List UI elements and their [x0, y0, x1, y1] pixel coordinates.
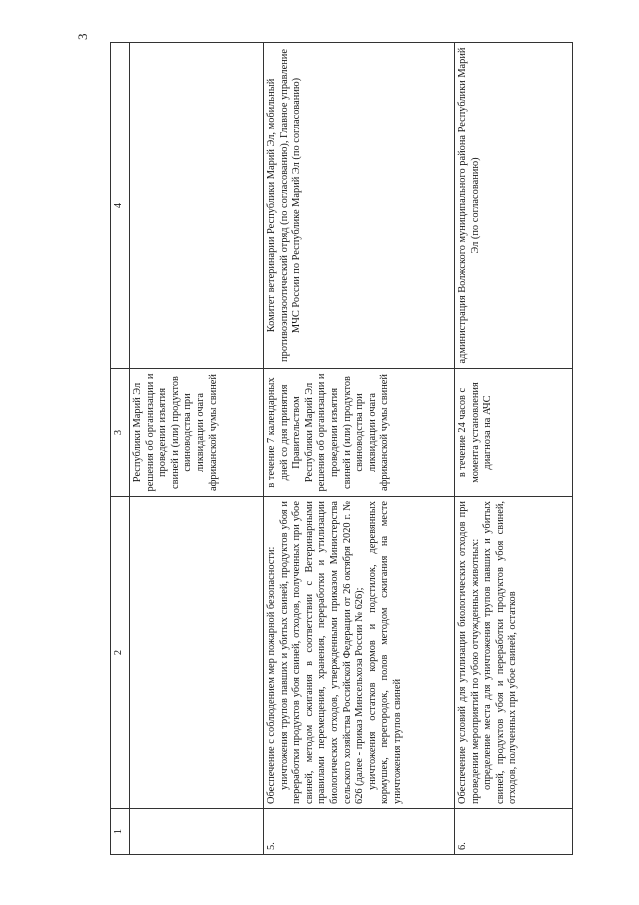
- row-number-cell: 6.: [455, 809, 573, 855]
- measure-cell: [264, 497, 455, 809]
- measure-paragraph: уничтожения трупов павших и убитых свиней, продуктов убоя и переработки продуктов убоя свиней, отходов, полученных при убое свиней, методом сжигания в соответствии с Ветеринарными правилами перемещения, хранения, переработки и утилизации биологических отходов, утвержденными приказом Министерства сельского хозяйства Российской Федерации от 26 октября 2020 г. № 626 (далее - приказ Минсельхоза России № 626);: [278, 501, 366, 804]
- header-cell-col-3: 3: [111, 369, 130, 497]
- header-cell-col-1: 1: [111, 809, 130, 855]
- page-number: 3: [75, 33, 90, 40]
- row-number-cell: 5.: [264, 809, 455, 855]
- header-cell-col-2: 2: [111, 497, 130, 809]
- header-cell-col-4: 4: [111, 43, 130, 369]
- measure-paragraph: уничтожения остатков кормов и подстилок, деревянных кормушек, перегородок, полов методом сжигания на месте уничтожения трупов свиней: [366, 501, 403, 804]
- deadline-cell: в течение 7 календарных дней со дня принятия Правительством Республики Марий Эл решения об организации и проведении изъятия свиней и (или) продуктов свиноводства при ликвидации очага африканской чумы свиней: [264, 369, 455, 497]
- measure-paragraph: Обеспечение с соблюдением мер пожарной безопасности:: [266, 546, 277, 804]
- document-table-page: [110, 43, 570, 855]
- deadline-cell: Республики Марий Эл решения об организации и проведении изъятия свиней и (или) продуктов свиноводства при ликвидации очага африканской чумы свиней: [130, 369, 264, 497]
- table-header-row: [111, 43, 130, 855]
- responsible-cell: [130, 43, 264, 369]
- measure-cell: [130, 497, 264, 809]
- deadline-cell: в течение 24 часов с момента установления диагноза на АЧС: [455, 369, 573, 497]
- responsible-cell: Комитет ветеринарии Республики Марий Эл, мобильный противоэпизоотический отряд (по согласованию), Главное управление МЧС России по Республике Марий Эл (по согласованию): [264, 43, 455, 369]
- table-row-continuation: [130, 43, 264, 855]
- table-row: [264, 43, 455, 855]
- measure-paragraph: определение места для уничтожения трупов павших и убитых свиней, продуктов убоя и переработки продуктов убоя свиней, отходов, полученных при убое свиней, остатков: [482, 501, 519, 804]
- responsible-cell: администрация Волжского муниципального района Республики Марий Эл (по согласованию): [455, 43, 573, 369]
- measure-paragraph: Обеспечение условий для утилизации биологических отходов при проведении мероприятий по убою отчужденных животных:: [457, 501, 481, 804]
- measure-cell: [455, 497, 573, 809]
- row-number-cell: [130, 809, 264, 855]
- measures-table: [110, 42, 573, 855]
- table-row: [455, 43, 573, 855]
